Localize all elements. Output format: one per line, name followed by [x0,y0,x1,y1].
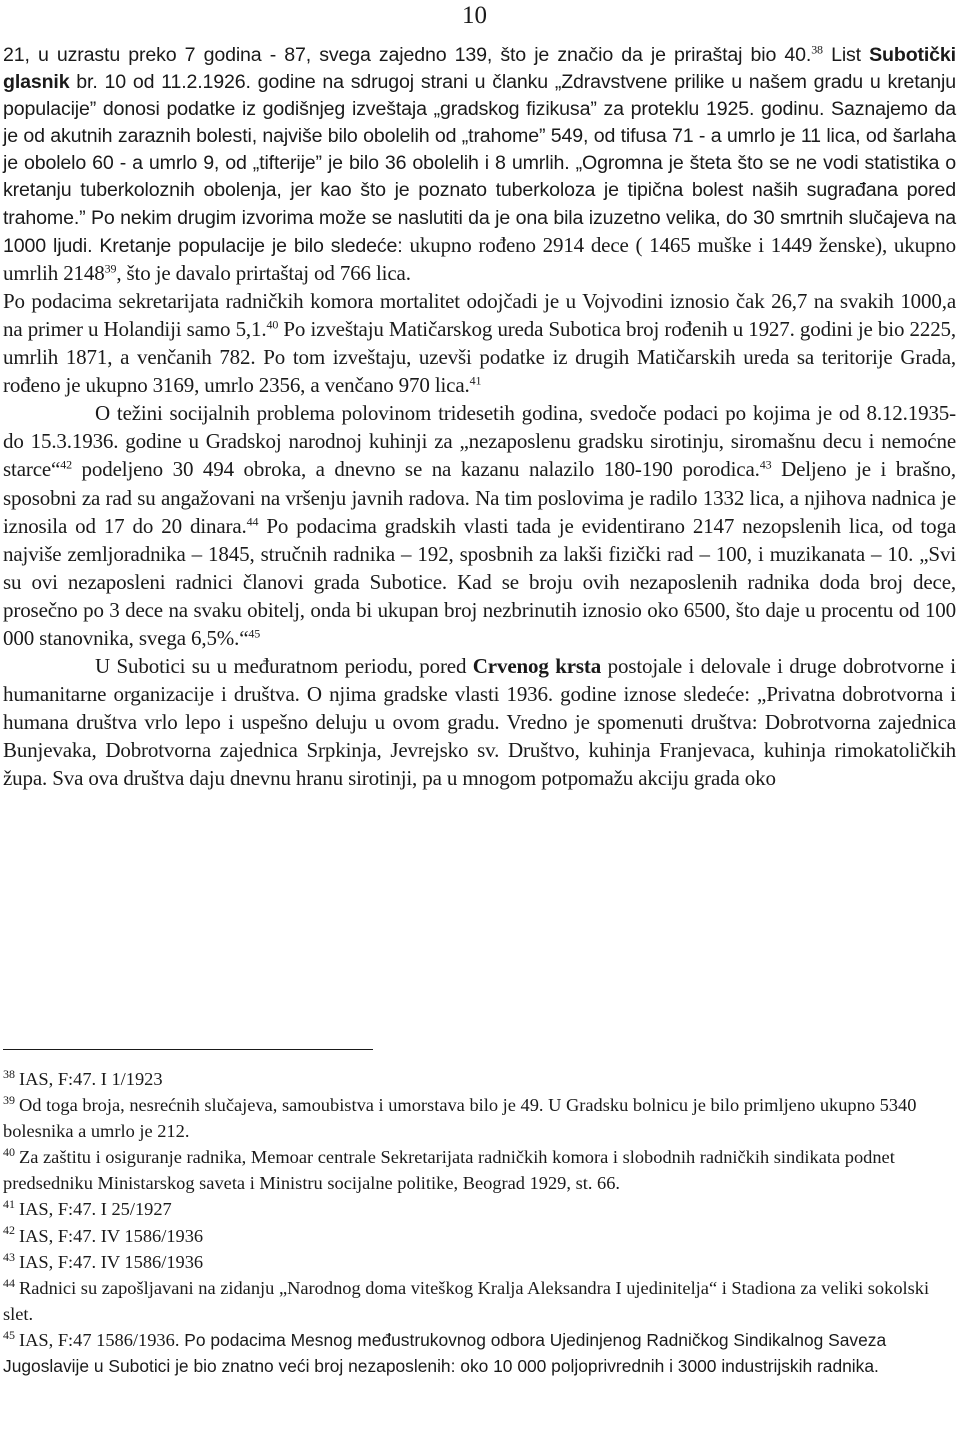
text-run: Po podacima sekretarijata radničkih komora mortalitet odojčadi je u Vojvodini iznosio čak 26,7 na svakih 1000,a na primer u Holandiji samo 5,1. [3,288,956,341]
paragraph [3,400,956,653]
footnote [3,1249,956,1275]
footnote-text: IAS, F:47 1586/1936. [19,1329,180,1350]
text-run: Deljeno je i brašno, sposobni za rad su angažovani na vršenju javnih radova. Na tim poslovima je radilo 1332 lica, a njihova nadnica je iznosila od 17 do 20 dinara. [3,457,957,538]
text-run: , što je davalo prirtaštaj od 766 lica. [116,260,411,285]
text-run: postojale i delovale i druge dobrotvorne i humanitarne organizacije i društva. O njima gradske vlasti 1936. godine iznose sledeće: „Privatna dobrotvorna i humana društva vrlo lepo i uspešno deluju u ovom gradu. Vredno je spomenuti društva: Dobrotvorna zajednica Bunjevaka, Dobrotvorna zajednica Srpkinja, Jevrejsko sv. Društvo, kuhinja Franjevaca, kuhinja rimokatoličkih župa. Sva ova društva daju dnevnu hranu sirotinji, pa u mnogom potpomažu akciju grada oko [3,654,956,791]
footnote-number: 38 [3,1066,15,1081]
footnote [3,1092,956,1144]
footnote-text: Po podacima Mesnog međustrukovnog odbora Ujedinjenog Radničkog Sindikalnog Saveza Jugoslavije u Subotici je bio znatno veći broj nezaposlenih: oko 10 000 poljoprivrednih i 3000 industrijskih radnika. [3,1329,887,1377]
text-run: List [822,44,870,66]
text-run: Po izveštaju Matičarskog ureda Subotica broj rođenih u 1927. godini je bio 2225, umrlih 1871, a venčanih 782. Po tom izveštaju, uzevši podatke iz drugih Matičarskih ureda sa teritorije Grada, rođeno je ukupno 3169, umrlo 2356, a venčano 970 lica. [3,316,956,398]
text-run: U Subotici su u međuratnom periodu, pored [95,654,473,679]
footnote-text: IAS, F:47. IV 1586/1936 [19,1251,204,1272]
footnote-number: 45 [3,1327,15,1342]
footnote [3,1066,956,1092]
text-run: 21, u uzrastu preko 7 godina - 87, svega zajedno 139, što je značio da je priraštaj bio 40. [3,44,812,66]
footnote [3,1144,956,1196]
text-run: O težini socijalnih problema polovinom tridesetih godina, svedoče podaci po kojima je od 8.12.1935- do 15.3.1936. godine u Gradskoj narodnoj kuhinji za „nezaposlenu gradsku sirotinju, siromašnu decu i nemoćne starce“ [3,401,956,482]
footnote-text: IAS, F:47. I 1/1923 [19,1069,163,1089]
paragraph [3,42,956,288]
text-run: ukupno rođeno 2914 dece ( 1465 muške i 1449 ženske), ukupno umrlih 2148 [3,232,956,285]
footnote-text: Radnici su zapošljavani na zidanju „Narodnog doma viteškog Kralja Aleksandra I ujedinitelja“ i Stadiona za veliki sokolski slet. [3,1277,930,1324]
footnote-number: 44 [3,1275,15,1290]
footnote-reference: 43 [759,457,772,472]
footnote-text: IAS, F:47. I 25/1927 [19,1199,172,1220]
footnote-number: 43 [3,1249,15,1264]
footnote [3,1275,956,1327]
footnote-number: 39 [3,1092,15,1107]
footnote-number: 40 [3,1145,15,1160]
footnote [3,1223,956,1249]
footnote-reference: 40 [266,317,279,332]
footnote-reference: 44 [246,514,259,529]
footnotes [3,1066,956,1379]
footnote-number: 42 [3,1223,15,1238]
footnote-reference: 39 [104,261,117,276]
footnote-reference: 45 [248,626,261,641]
footnote-reference: 42 [60,457,72,472]
footnote-text: Od toga broja, nesrećnih slučajeva, samoubistva i umorstava bilo je 49. U Gradsku bolnicu je bilo primljeno ukupno 5340 bolesnika a umrlo je 212. [3,1095,917,1142]
bold-text: Subotički glasnik [3,44,956,94]
footnote-separator [3,1049,373,1050]
bold-text: Crvenog krsta [472,654,602,679]
paragraph [3,653,956,793]
text-run: Po podacima gradskih vlasti tada je evidentirano 2147 nezopslenih lica, od toga najviše zemljoradnika – 1845, stručnih radnika – 192, sposbnih za lakši fizički rad – 100, i muzikanata – 10. „Svi su ovi nezaposleni radnici članovi grada Subotice. Kad se broju ovih nezaposlenih radnika doda broj dece, prosečno po 3 dece na svaku obitelj, onda bi ukupan broj nezbrinutih iznosio oko 6500, što daje u procentu od 100 000 stanovnika, svega 6,5%.“ [3,513,956,650]
footnote [3,1327,956,1379]
footnote [3,1196,956,1222]
text-run: podeljeno 30 494 obroka, a dnevno se na kazanu nalazilo 180-190 porodica. [71,457,760,482]
paragraph [3,288,956,400]
footnote-reference: 38 [811,42,823,57]
footnote-text: IAS, F:47. IV 1586/1936 [19,1225,204,1246]
footnote-text: Za zaštitu i osiguranje radnika, Memoar centrale Sekretarijata radničkih komora i slobodnih radničkih sindikata podnet predsedniku Ministarskog saveta i Ministru socijalne politike, Beograd 1929, st. 66. [3,1147,895,1194]
body-text [3,42,956,794]
footnote-number: 41 [3,1197,15,1212]
page-number: 10 [462,2,487,29]
footnote-reference: 41 [469,373,482,388]
text-run: br. 10 od 11.2.1926. godine na sdrugoj strani u članku „Zdravstvene prilike u našem gradu u kretanju populacije” donosi podatke iz godišnjeg izveštaja „gradskog fizikusa” za proteklu 1925. godinu. Saznajemo da je od akutnih zaraznih bolesti, najviše bilo obolelih od „trahome” 549, od tifusa 71 - a umrlo je 11 lica, od šarlaha je obolelo 60 - a umrlo 9, od „tifterije” je bilo 36 obolelih i 8 umrlih. „Ogromna je šteta što se ne vodi statistika o kretanju tuberkoloznih obolenja, jer kao što je poznato tuberkoloza je tipična bolest naših sugrađana pored trahome.” Po nekim drugim izvorima može se naslutiti da je ona bila izuzetno velika, do 30 smrtnih slučajeva na 1000 ljudi. Kretanje populacije je bilo sledeće: [3,71,956,257]
